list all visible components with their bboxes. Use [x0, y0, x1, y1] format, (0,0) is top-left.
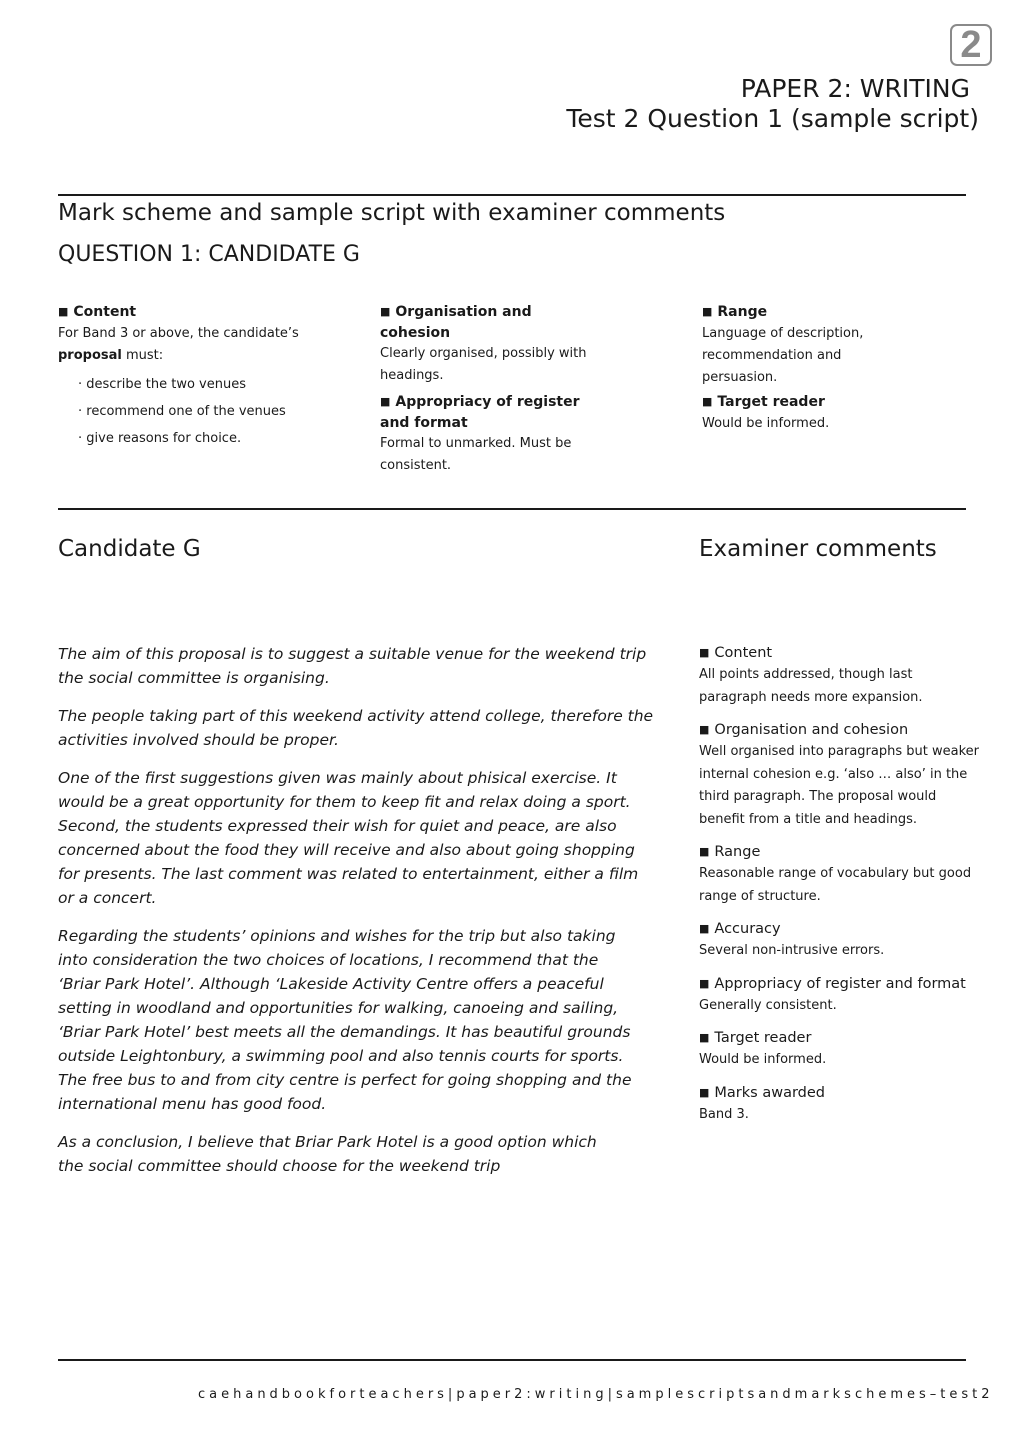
- question-title: QUESTION 1: CANDIDATE G: [58, 242, 360, 267]
- comment-target-reader: ■ Target reader Would be informed.: [699, 1030, 827, 1067]
- content-criterion: [58, 302, 358, 452]
- range-heading: ■ Range: [702, 304, 768, 320]
- comment-marks-awarded: ■ Marks awarded Band 3.: [699, 1084, 825, 1122]
- divider: [58, 508, 966, 510]
- candidate-script: [58, 642, 658, 1192]
- script-paragraph: The people taking part of this weekend activity attend college, therefore the activities involved should be proper.: [58, 707, 654, 749]
- paper-title: PAPER 2: WRITING: [740, 74, 970, 103]
- square-bullet-icon: ■: [699, 723, 710, 736]
- examiner-comments-title: Examiner comments: [699, 536, 937, 562]
- square-bullet-icon: ■: [380, 395, 391, 408]
- range-text: Language of description, recommendation and persuasion.: [702, 326, 864, 385]
- divider: [58, 194, 966, 196]
- footer: caehandbookforteachers|paper2:writing|samplescriptsandmarkschemes–test2: [198, 1387, 994, 1402]
- content-bullet: · give reasons for choice.: [78, 431, 242, 446]
- appropriacy-criterion: [380, 392, 610, 477]
- script-paragraph: One of the first suggestions given was mainly about phisical exercise. It would be a great opportunity for them to keep fit and relax doing a sport. Second, the students expressed their wish for quiet and peace, are also concerned about the food they will receive and also about going shopping for presents. The last comment was related to entertainment, either a film or a concert.: [58, 769, 639, 907]
- content-line2: proposal must:: [58, 348, 164, 363]
- square-bullet-icon: ■: [702, 395, 713, 408]
- content-line1: For Band 3 or above, the candidate’s: [58, 326, 299, 341]
- comment-range: ■ Range Reasonable range of vocabulary but good range of structure.: [699, 844, 972, 904]
- square-bullet-icon: ■: [699, 1085, 710, 1099]
- content-heading: ■ Content: [58, 304, 137, 320]
- script-paragraph: The aim of this proposal is to suggest a suitable venue for the weekend trip the social committee is organising.: [58, 645, 647, 687]
- comment-accuracy: ■ Accuracy Several non-intrusive errors.: [699, 921, 885, 958]
- target-reader-criterion: [702, 392, 962, 435]
- mark-scheme-title: Mark scheme and sample script with examiner comments: [58, 200, 726, 226]
- divider: [58, 1359, 966, 1361]
- square-bullet-icon: ■: [699, 845, 710, 858]
- paper-subtitle: Test 2 Question 1 (sample script): [566, 104, 979, 133]
- examiner-comments: [699, 643, 979, 1137]
- appropriacy-text: Formal to unmarked. Must be consistent.: [380, 436, 572, 473]
- content-bullet: · describe the two venues: [78, 377, 246, 392]
- comment-organisation: ■ Organisation and cohesion Well organised into paragraphs but weaker internal cohesion e.g. ‘also … also’ in the third paragraph. The proposal would benefit from a title and headings.: [699, 722, 979, 827]
- square-bullet-icon: ■: [699, 922, 710, 935]
- content-bullet: · recommend one of the venues: [78, 404, 286, 419]
- target-reader-heading: ■ Target reader: [702, 394, 825, 410]
- script-paragraph: Regarding the students’ opinions and wishes for the trip but also taking into consideration the two choices of locations, I recommend that the ‘Briar Park Hotel’. Although ‘Lakeside Activity Centre offers a peaceful setting in woodland and opportunities for walking, canoeing and sailing, ‘Briar Park Hotel’ best meets all the demandings. It has beautiful grounds outside Leightonbury, a swimming pool and also tennis courts for sports. The free bus to and from city centre is perfect for going shopping and the international menu has good food.: [58, 927, 632, 1113]
- square-bullet-icon: ■: [58, 305, 69, 318]
- square-bullet-icon: ■: [699, 976, 710, 990]
- candidate-title: Candidate G: [58, 536, 201, 562]
- organisation-heading: ■ Organisation and cohesion: [380, 304, 532, 341]
- comment-appropriacy: ■ Appropriacy of register and format Generally consistent.: [699, 975, 966, 1013]
- target-reader-text: Would be informed.: [702, 416, 830, 431]
- comment-content: ■ Content All points addressed, though last paragraph needs more expansion.: [699, 645, 923, 705]
- appropriacy-heading: ■ Appropriacy of register and format: [380, 394, 580, 431]
- square-bullet-icon: ■: [699, 1031, 710, 1044]
- square-bullet-icon: ■: [699, 646, 710, 659]
- organisation-text: Clearly organised, possibly with headings.: [380, 346, 587, 383]
- script-paragraph: As a conclusion, I believe that Briar Park Hotel is a good option which the social committee should choose for the weekend trip: [58, 1133, 597, 1175]
- page-number-badge: 2: [950, 24, 992, 66]
- organisation-criterion: [380, 302, 600, 387]
- range-criterion: [702, 302, 962, 389]
- square-bullet-icon: ■: [702, 305, 713, 318]
- square-bullet-icon: ■: [380, 305, 391, 318]
